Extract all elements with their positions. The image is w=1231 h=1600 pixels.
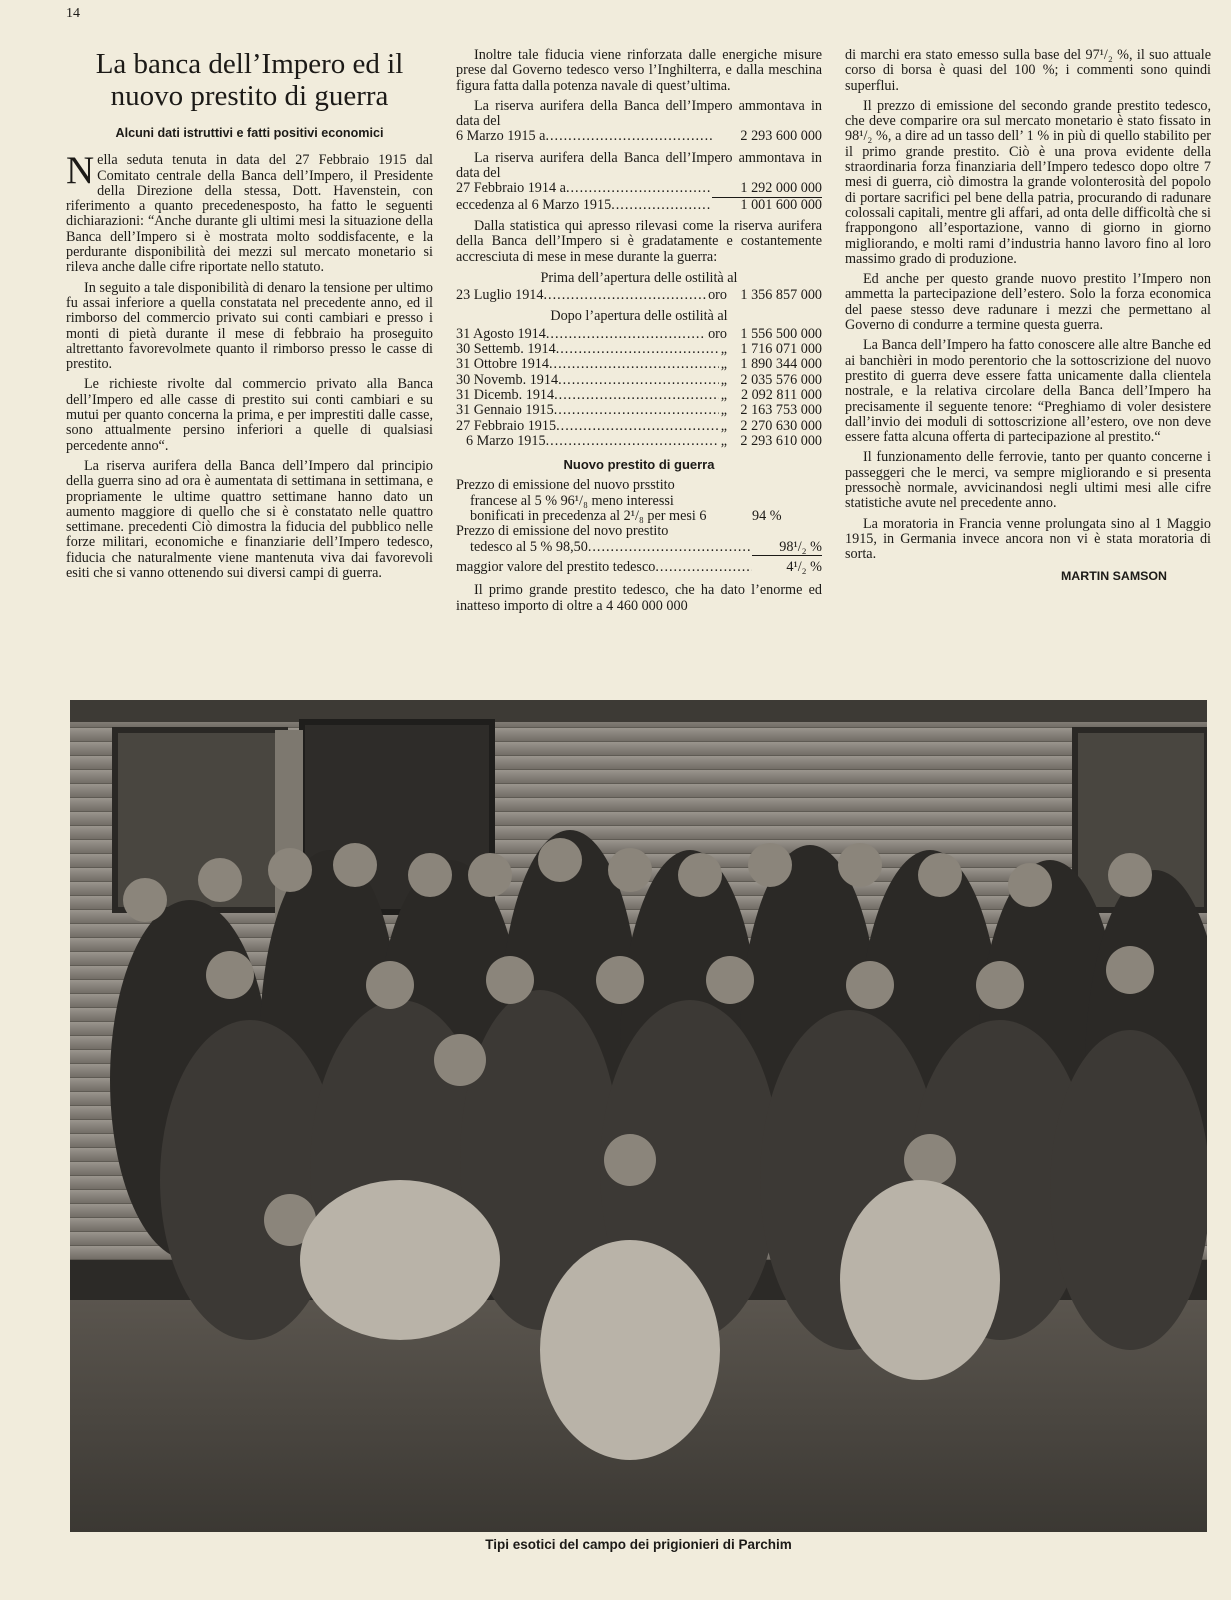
surplus-row: eccedenza al 6 Marzo 1915 ..... 1 001 600 000 — [456, 198, 822, 213]
paragraph: La Banca dell’Impero ha fatto conoscere alle altre Banche ed ai banchièri in modo perentorio che la sottoscrizione del nuovo prestito di guerra deve essere fatta unicamente dalla clientela nostrale, e la relativa circolare della Banca dell’Impero ha precisamente il seguente tenore: “Preghiamo di voler desistere dall’invio dei moduli di sottoscrizione all’estero, ove non deve essere fatta alcuna offerta di partecipazione al prestito.“ — [845, 337, 1211, 446]
paragraph: di marchi era stato emesso sulla base del 97¹/₂ %, il suo attuale corso di borsa è quasi del 100 %; i commenti sono quindi superflui. — [845, 47, 1211, 94]
gold-reserve-1915-text: La riserva aurifera della Banca dell’Impero ammontava in data del — [456, 97, 822, 130]
table-row: 31 Agosto 1914 ..... oro 1 556 500 000 — [456, 327, 822, 342]
article-subtitle: Alcuni dati istruttivi e fatti positivi economici — [115, 126, 384, 140]
paragraph: La riserva aurifera della Banca dell’Impero dal principio della guerra sino ad ora è aumentata di settimana in settimana, e propriamente le ultime quattro settimane hanno dato un aumento maggiore di quello che si è constatato nelle quattro settimane. precedenti Ciò dimostra la fiducia del pubblico nelle forze militari, economiche e finanziarie dell’Impero tedesco, fiducia che naturalmente viene mantenuta viva dai favorevoli esiti che si vanno ottenendo sui diversi campi di guerra. — [66, 457, 433, 582]
before-war-heading: Prima dell’apertura delle ostilità al — [540, 269, 738, 286]
gold-reserve-1915-row: 6 Marzo 1915 a ..... 2 293 600 000 — [456, 129, 822, 144]
article-column-3 — [845, 48, 1211, 584]
monthly-gold-table — [456, 327, 822, 449]
loan-heading: Nuovo prestito di guerra — [563, 457, 715, 473]
author-signature: MARTIN SAMSON — [1060, 568, 1167, 583]
loan-difference: maggior valore del prestito tedesco ..... 4¹/₂ % — [456, 560, 822, 575]
after-war-heading: Dopo l’apertura delle ostilità al — [550, 308, 728, 325]
table-row: 27 Febbraio 1915 ..... „ 2 270 630 000 — [456, 419, 822, 434]
paragraph: In seguito a tale disponibilità di denaro la tensione per ultimo fu assai inferiore a quella constatata nel precedente anno, ed il rimborso del commercio privato sui conti cambiari e presso i monti di pietà durante il mese di febbraio ha proseguito altrettanto favorevolmete quanto il rimborso presso le casse di prestito. — [66, 279, 433, 373]
table-row: 31 Dicemb. 1914 ..... „ 2 092 811 000 — [456, 388, 822, 403]
photo-illustration — [70, 700, 1207, 1532]
photo-caption: Tipi esotici del campo dei prigionieri di Parchim — [485, 1537, 792, 1552]
paragraph: Il prezzo di emissione del secondo grande prestito tedesco, che deve comparire ora sul mercato monetario è stato fissato in 98¹/₂ %, a dire ad un tasso dell’ 1 % in più di quello stabilito per il primo grande prestito. Ciò è una prova evidente della straordinaria forza finanziaria dell’Impero tedesco dopo oltre 7 mesi di guerra, ciò dimostra la grande volonterosità del popolo di portare sacrifici pel bene della patria, procurando di radunare colossali capitali, mentre gli affari, ad onta delle difficoltà che si frappongono all’esportazione, vanno di giorno in giorno migliorando, e molti rami d’industria hanno lavoro fino al loro massimo grado di produzione. — [845, 97, 1211, 267]
gold-reserve-1914-text: La riserva aurifera della Banca dell’Impero ammontava in data del — [456, 149, 822, 182]
loan-german: Prezzo di emissione del novo prestito tedesco al 5 % 98,50 ..... 98¹/₂ % — [456, 524, 822, 556]
article-title: La banca dell’Impero ed il nuovo prestito di guerra — [95, 48, 404, 112]
paragraph: La moratoria in Francia venne prolungata sino al 1 Maggio 1915, in Germania invece ancora non vi è stata moratoria di sorta. — [845, 515, 1211, 563]
article-column-2 — [456, 48, 822, 619]
paragraph: Dalla statistica qui apresso rilevasi come la riserva aurifera della Banca dell’Impero si è gradatamente e costantemente accresciuta di mese in mese durante la guerra: — [456, 217, 822, 265]
table-row: 30 Novemb. 1914 ..... „ 2 035 576 000 — [456, 373, 822, 388]
table-row: 31 Ottobre 1914 ..... „ 1 890 344 000 — [456, 357, 822, 372]
table-row: 6 Marzo 1915 ..... „ 2 293 610 000 — [456, 434, 822, 449]
table-row: 31 Gennaio 1915 ..... „ 2 163 753 000 — [456, 403, 822, 418]
table-row: 30 Settemb. 1914 ..... „ 1 716 071 000 — [456, 342, 822, 357]
drop-cap: N — [66, 149, 95, 193]
paragraph: Ed anche per questo grande nuovo prestito l’Impero non ammetta la partecipazione dell’estero. Solo la forza economica del paese stesso deve radunare i mezzi che permettano al Governo di condurre a termine questa guerra. — [845, 271, 1211, 334]
before-war-row: 23 Luglio 1914 ..... oro 1 356 857 000 — [456, 288, 822, 303]
paragraph: Il primo grande prestito tedesco, che ha dato l’enorme ed inatteso importo di oltre a 4 460 000 000 — [456, 582, 822, 614]
page-number: 14 — [66, 6, 80, 21]
paragraph: Il funzionamento delle ferrovie, tanto per quanto concerne i passeggeri che le merci, va sempre migliorando e si presenta pressochè normale, avvicinandosi negli ultimi mesi alle cifre statistiche avute nel precedente anno. — [845, 449, 1211, 512]
loan-french: Prezzo di emissione del nuovo prsstito francese al 5 % 96¹/₈ meno interessi bonificati in precedenza al 2¹/₈ per mesi 6 94 % — [456, 477, 782, 525]
gold-reserve-1914-row: 27 Febbraio 1914 a ..... 1 292 000 000 — [456, 181, 822, 197]
article-column-1 — [66, 48, 433, 586]
prisoners-photo — [70, 700, 1207, 1532]
paragraph: Inoltre tale fiducia viene rinforzata dalle energiche misure prese dal Governo tedesco verso l’Inghilterra, e dalla meschina figura fatta dalla potenza navale di quest’ultima. — [456, 47, 822, 94]
paragraph-intro: Nella seduta tenuta in data del 27 Febbraio 1915 dal Comitato centrale della Banca dell’Impero, il Presidente della Direzione della stessa, Dott. Havenstein, con riferimento a quanto precedenesposto, ha fatto le seguenti dichiarazioni: “Anche durante gli ultimi mesi la situazione della Banca dell’Impero si è mostrata molto soddisfacente, e la perdurante disponibilità dei mezzi sul mercato monetario si rileva anche dalle cifre riportate nello statuto. — [66, 149, 433, 276]
paragraph: Le richieste rivolte dal commercio privato alla Banca dell’Impero ed alle casse di prestito sui conti cambiari e su mutui per quanto concerna la prima, e per imprestiti dalle casse, sono attualmente persino inferiori a quelle di qualsiasi percedente anno“. — [66, 376, 433, 454]
